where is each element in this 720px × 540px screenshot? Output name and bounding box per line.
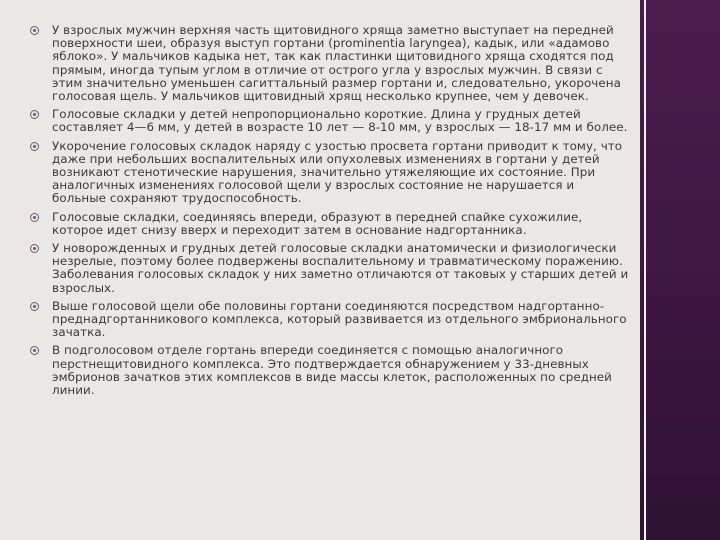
circle-dot-icon [30,213,39,222]
bullet-item-1 [30,24,630,103]
circle-dot-icon [30,302,39,311]
bullet-item-5 [30,242,630,295]
bullet-text: Голосовые складки, соединяясь впереди, образуют в передней спайке сухожилие, которое идет снизу вверх и переходит затем в основание надгортанника. [52,209,583,237]
circle-dot-icon [30,142,39,151]
bullet-text: В подголосовом отделе гортань впереди соединяется с помощью аналогичного перстнещитовидного комплекса. Это подтверждается обнаружением у 33-дневных эмбрионов зачатков этих комплексов в виде массы клеток, расположенных по средней линии. [52,343,612,398]
circle-dot-icon [30,346,39,355]
bullet-item-6 [30,300,630,340]
bullet-text: Укорочение голосовых складок наряду с узостью просвета гортани приводит к тому, что даже при небольших воспалительных или опухолевых изменениях в гортани у детей возникают стенотические нарушения, значительно утяжеляющие их состояние. При аналогичных изменениях голосовой щели у взрослых состояние не нарушается и больные сохраняют трудоспособность. [52,138,623,206]
bullet-text: Выше голосовой щели обе половины гортани соединяются посредством надгортанно-преднадгортанникового комплекса, который развивается из отдельного эмбрионального зачатка. [52,298,627,340]
bullet-item-4 [30,211,630,237]
sidebar-divider [644,0,646,540]
bullet-item-3 [30,140,630,206]
bullet-item-2 [30,108,630,134]
bullet-item-7 [30,344,630,397]
circle-dot-icon [30,244,39,253]
bullet-text: У взрослых мужчин верхняя часть щитовидного хряща заметно выступает на передней поверхности шеи, образуя выступ гортани (prominentia laryngea), кадык, или «адамово яблоко». У мальчиков кадыка нет, так как пластинки щитовидного хряща сходятся под прямым, иногда тупым углом в отличие от острого угла у взрослых мужчин. В связи с этим значительно уменьшен сагиттальный размер гортани и, следовательно, укорочена голосовая щель. У мальчиков щитовидный хрящ несколько крупнее, чем у девочек. [52,23,621,104]
bullet-text: Голосовые складки у детей непропорционально короткие. Длина у грудных детей составляет 4—6 мм, у детей в возрасте 10 лет — 8-10 мм, у взрослых — 18-17 мм и более. [52,107,628,135]
decorative-sidebar [640,0,720,540]
circle-dot-icon [30,26,39,35]
bullet-text: У новорожденных и грудных детей голосовые складки анатомически и физиологически незрелые, поэтому более подвержены воспалительному и травматическому поражению. Заболевания голосовых складок у них заметно отличаются от таковых у старших детей и взрослых. [52,241,629,295]
circle-dot-icon [30,110,39,119]
bullet-list [30,24,630,397]
slide-content [30,24,630,402]
